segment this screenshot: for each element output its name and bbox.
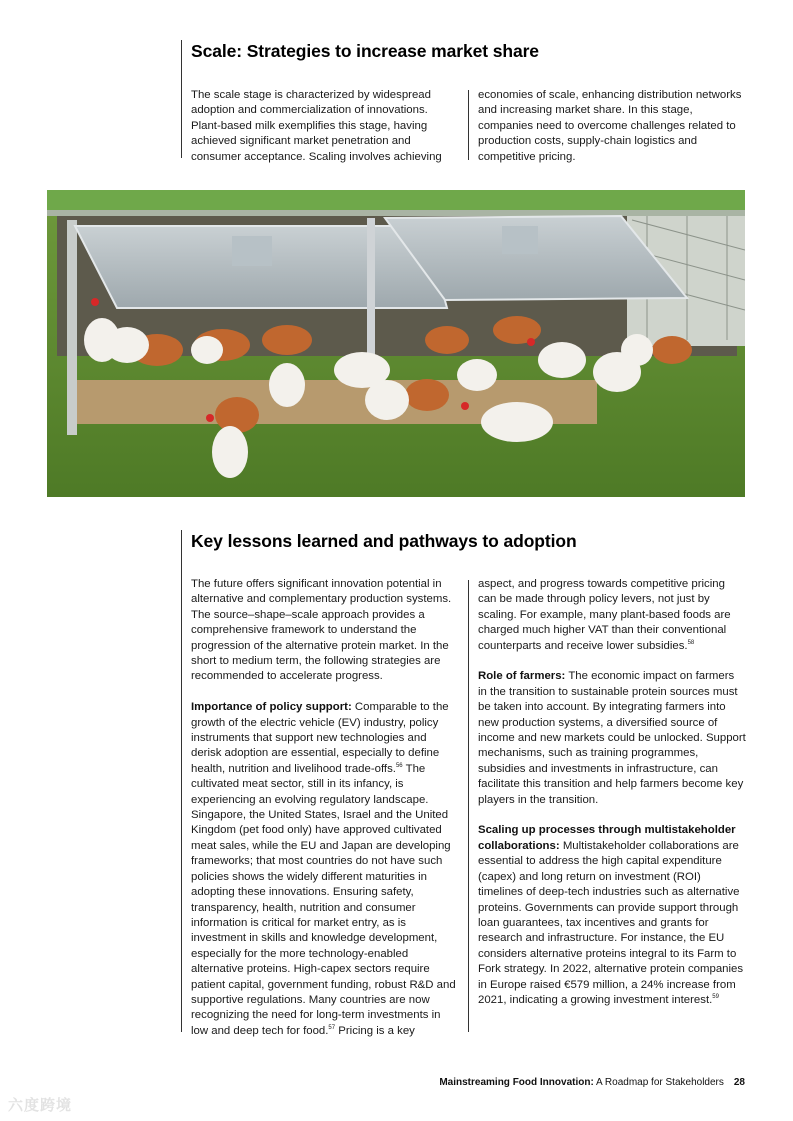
scaling-text: Multistakeholder collaborations are essential to address the high capital expenditure (capex) and long return on investment (ROI) timelines of deep-tech industries such as alternative proteins. Governments can provide support through loan guarantees, tax incentives and grants for research and infrastructure. For instance, the EU considers alternative proteins integral to its Farm to Fork strategy. In 2022, alternative protein companies in Europe raised €579 million, a 24% increase from 2021, indicating a growing investment interest. bbox=[478, 839, 744, 1006]
column-divider-lessons bbox=[468, 580, 469, 1032]
policy-heading: Importance of policy support: bbox=[191, 701, 352, 714]
lessons-text-left bbox=[191, 577, 459, 1039]
farmers-text: The economic impact on farmers in the transition to sustainable protein sources must be taken into account. By integrating farmers into new production systems, a diversified source of income and new markets could be unlocked. Support mechanisms, such as training programmes, subsidies and investments in infrastructure, can facilitate this transition and help farmers become key players in the transition. bbox=[478, 670, 746, 806]
footnote-57: 57 bbox=[328, 1024, 336, 1031]
scaling-paragraph bbox=[478, 823, 746, 1008]
page-footer bbox=[0, 1077, 745, 1088]
scale-text-right bbox=[478, 88, 746, 165]
pricing-text: aspect, and progress towards competitive pricing can be made through policy levers, not just by scaling. For example, many plant-based foods are charged much higher VAT than their conventional counterparts and receive lower subsidies. bbox=[478, 578, 731, 652]
page-number: 28 bbox=[733, 1077, 745, 1088]
policy-text-3: Pricing is a key bbox=[335, 1024, 415, 1037]
chickens-illustration bbox=[47, 190, 745, 497]
lessons-text-right bbox=[478, 577, 746, 1008]
footer-report-subtitle: A Roadmap for Stakeholders bbox=[593, 1077, 724, 1088]
scaling-heading: Scaling up processes through multistakeholder collaborations: bbox=[478, 824, 736, 852]
policy-text-2: The cultivated meat sector, still in its infancy, is experiencing an evolving regulatory landscape. Singapore, the United States, Israel and the United Kingdom (pet food only) have approved cultivated meat sales, while the EU and Japan are developing frameworks; that most countries do not have such policies shows the widely different maturities in adopting these innovations. Ensuring safety, transparency, health, nutrition and consumer information is critical for market entry, as is investment in skills and knowledge development, especially for the more technology-enabled alternative proteins. High-capex sectors require patient capital, government funding, robust R&D and supportive regulations. Many countries are now recognizing the need for long-term investments in low and deep tech for food. bbox=[191, 762, 456, 1037]
scale-text-left bbox=[191, 88, 459, 165]
farmers-heading: Role of farmers: bbox=[478, 670, 566, 683]
policy-paragraph bbox=[191, 700, 459, 1039]
policy-text-1: Comparable to the growth of the electric vehicle (EV) industry, policy instruments that support new technologies and derisk adoption are essential, especially to define health, nutrition and livelihood trade-offs. bbox=[191, 701, 449, 775]
lessons-intro-paragraph: The future offers significant innovation potential in alternative and complementary production systems. The source–shape–scale approach provides a comprehensive framework to understand the progression of the alternative protein market. In the short to medium term, the following strategies are recommended to accelerate progress. bbox=[191, 578, 452, 683]
footnote-58: 58 bbox=[687, 639, 695, 646]
footnote-59: 59 bbox=[712, 993, 719, 1000]
section-title-lessons: Key lessons learned and pathways to adoption bbox=[191, 531, 577, 551]
farmers-paragraph bbox=[478, 669, 746, 808]
section-title-scale: Scale: Strategies to increase market share bbox=[191, 41, 539, 61]
footer-report-title: Mainstreaming Food Innovation: bbox=[439, 1077, 594, 1088]
watermark-logo: 六度跨境 bbox=[8, 1097, 73, 1114]
column-divider bbox=[468, 90, 469, 160]
footnote-56: 56 bbox=[395, 762, 403, 769]
scale-paragraph-left: The scale stage is characterized by widespread adoption and commercialization of innovations. Plant-based milk exemplifies this stage, having achieved significant market penetration and consumer acceptance. Scaling involves achieving bbox=[191, 89, 442, 163]
scale-paragraph-right: economies of scale, enhancing distribution networks and increasing market share. In this stage, companies need to overcome challenges related to production costs, supply-chain logistics and competitive pricing. bbox=[478, 89, 742, 163]
chickens-photo bbox=[47, 190, 745, 497]
pricing-paragraph bbox=[478, 577, 746, 654]
